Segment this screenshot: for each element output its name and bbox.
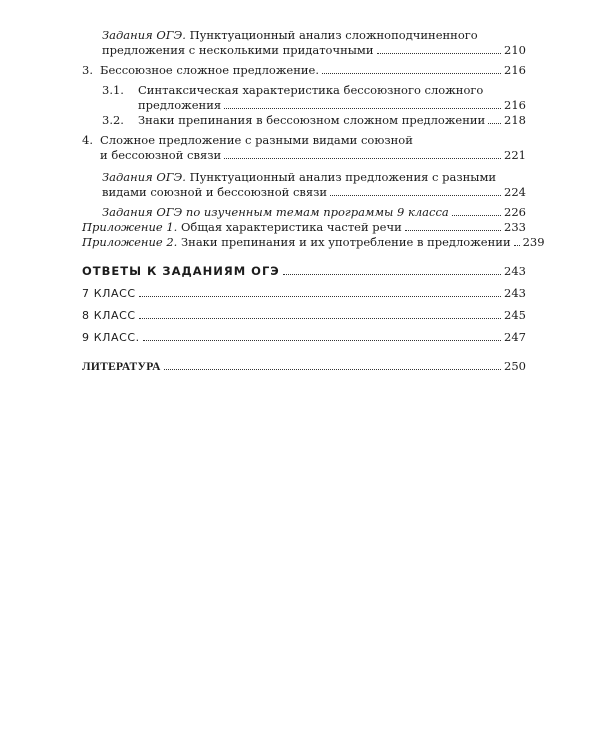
toc-page-number: 247 [504,330,526,344]
toc-entry-title: 9 КЛАСС. [82,331,140,344]
toc-entry-grade-7[interactable] [82,286,526,301]
dot-leader [452,215,501,216]
toc-entry-title-cont: видами союзной и бессоюзной связи [102,185,328,199]
dot-leader [224,158,501,159]
toc-page-number: 243 [504,286,526,300]
toc-entry-grade-9[interactable] [82,330,526,345]
toc-section-number: 4. [82,133,93,147]
toc-entry-title: Пунктуационный анализ сложноподчиненного [185,28,478,42]
toc-entry-literature[interactable] [82,359,526,375]
toc-page-number: 243 [504,264,526,278]
toc-section-number: 3.1. [102,83,124,97]
toc-entry-title: 7 КЛАСС [82,287,136,300]
toc-entry-prefix: Задания ОГЭ. [102,170,186,184]
dot-leader [330,195,501,196]
toc-entry-appendix-2[interactable] [82,235,545,250]
toc-entry-oge-tasks-complex-subordinate[interactable] [82,28,526,58]
toc-page-number: 221 [504,148,526,162]
dot-leader [139,318,501,319]
dot-leader [377,53,502,54]
toc-entry-oge-tasks-grade-9[interactable] [82,205,526,220]
toc-entry-section-3-1[interactable] [82,83,526,113]
dot-leader [514,245,520,246]
toc-entry-prefix: Приложение 1. [82,220,178,234]
toc-page-number: 210 [504,43,526,57]
toc-entry-title: Общая характеристика частей речи [177,220,402,234]
toc-entry-section-3[interactable] [82,63,526,78]
toc-entry-title-cont: предложения с несколькими придаточными [102,43,374,57]
toc-entry-title-cont: и бессоюзной связи [100,148,222,162]
toc-entry-oge-tasks-mixed-links[interactable] [82,170,526,200]
toc-page-number: 226 [504,205,526,219]
toc-page-number: 233 [504,220,526,234]
dot-leader [164,369,501,370]
toc-entry-title: Сложное предложение с разными видами союзной [100,133,413,147]
dot-leader [283,274,501,275]
toc-entry-title: Знаки препинания и их употребление в предложении [177,235,511,249]
toc-section-number: 3. [82,63,93,77]
toc-entry-title: ЛИТЕРАТУРА [82,361,161,373]
toc-entry-appendix-1[interactable] [82,220,526,235]
toc-entry-title: Знаки препинания в бессоюзном сложном предложении [138,113,486,127]
toc-entry-title: 8 КЛАСС [82,309,136,322]
dot-leader [224,108,501,109]
toc-entry-title: Бессоюзное сложное предложение. [100,63,320,77]
toc-entry-title: ОТВЕТЫ К ЗАДАНИЯМ ОГЭ [82,264,280,278]
toc-entry-title: Задания ОГЭ по изученным темам программы 9 класса [102,205,449,219]
table-of-contents [82,28,545,375]
toc-page-number: 216 [504,98,526,112]
toc-page-number: 224 [504,185,526,199]
dot-leader [139,296,501,297]
toc-entry-title: Синтаксическая характеристика бессоюзного сложного [138,83,484,97]
toc-page-number: 239 [522,235,545,249]
toc-page-number: 218 [504,113,526,127]
dot-leader [405,230,501,231]
toc-entry-title-cont: предложения [138,98,222,112]
toc-page-number: 250 [504,359,526,373]
toc-page-number: 216 [504,63,526,77]
dot-leader [322,73,501,74]
toc-section-number: 3.2. [102,113,124,127]
toc-entry-prefix: Приложение 2. [82,235,178,249]
toc-entry-grade-8[interactable] [82,308,526,323]
toc-entry-answers[interactable] [82,264,526,279]
toc-entry-section-4[interactable] [82,133,526,163]
toc-entry-section-3-2[interactable] [82,113,526,128]
dot-leader [143,340,501,341]
toc-entry-prefix: Задания ОГЭ. [102,28,186,42]
toc-page-number: 245 [504,308,526,322]
toc-entry-title: Пунктуационный анализ предложения с разными [185,170,497,184]
dot-leader [488,123,501,124]
